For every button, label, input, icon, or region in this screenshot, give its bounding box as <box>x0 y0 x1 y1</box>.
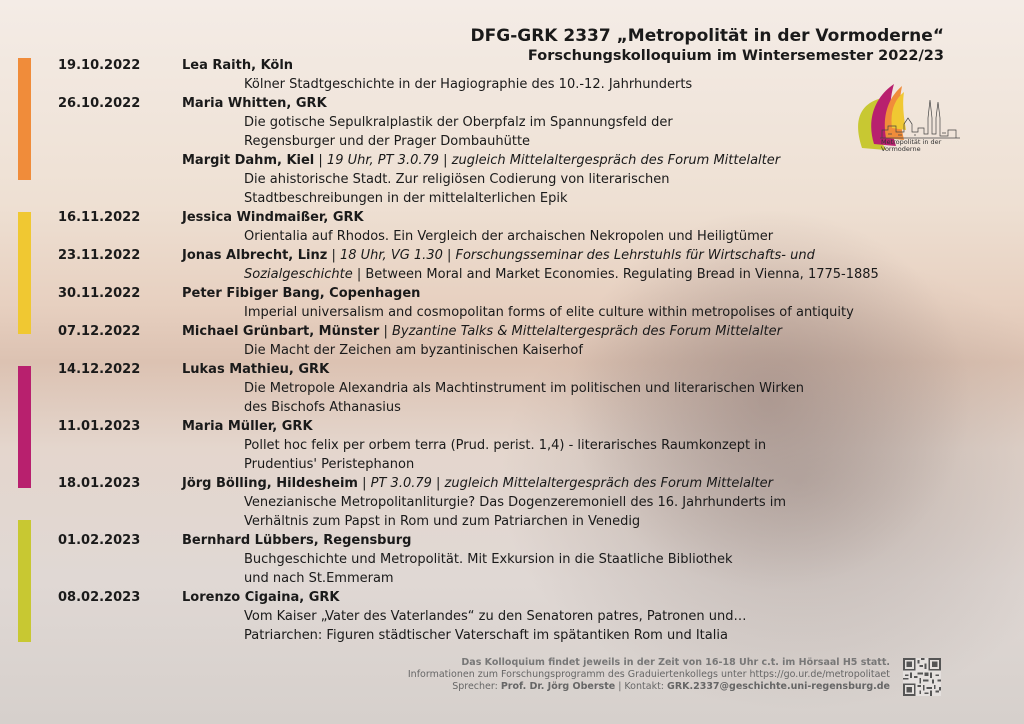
entry-talk: Between Moral and Market Economies. Regulating Bread in Vienna, 1775-1885 <box>365 267 879 282</box>
entry-talk: Vom Kaiser „Vater des Vaterlandes“ zu den Senatoren patres, Patronen und… <box>244 609 747 624</box>
schedule-entry: 07.12.2022 Michael Grünbart, Münster | Byzantine Talks & Mittelaltergespräch des Forum Mittelalter Die Macht der Zeichen am byzantinischen Kaiserhof <box>58 322 958 360</box>
entry-talk-continued: Stadtbeschreibungen in der mittelalterlichen Epik <box>244 191 568 206</box>
schedule-entry <box>58 588 958 645</box>
entry-talk: Die Macht der Zeichen am byzantinischen Kaiserhof <box>244 343 583 358</box>
footer <box>408 657 890 693</box>
entry-date: 08.02.2023 <box>58 590 141 605</box>
entry-speaker: Peter Fibiger Bang, Copenhagen <box>182 286 421 301</box>
entry-talk: Orientalia auf Rhodos. Ein Vergleich der archaischen Nekropolen und Heiligtümer <box>244 229 774 244</box>
color-bar-lime <box>18 520 31 642</box>
logo-caption: Metropolität in der Vormoderne <box>881 138 942 153</box>
footer-time-info: Das Kolloquium findet jeweils in der Zeit von 16-18 Uhr c.t. im Hörsaal H5 statt. <box>461 657 890 668</box>
schedule-entry <box>58 284 958 322</box>
footer-contact-email[interactable]: GRK.2337@geschichte.uni-regensburg.de <box>667 681 890 692</box>
page-subtitle: Forschungskolloquium im Wintersemester 2022/23 <box>527 48 944 64</box>
entry-date: 30.11.2022 <box>58 286 141 301</box>
entry-talk-continued: Regensburger und der Prager Dombauhütte <box>244 134 531 149</box>
entry-speaker: Margit Dahm, Kiel <box>182 153 315 168</box>
entry-speaker: Lea Raith, Köln <box>182 58 294 73</box>
entry-meta: Byzantine Talks & Mittelaltergespräch des Forum Mittelalter <box>391 324 782 339</box>
entry-speaker: Jörg Bölling, Hildesheim <box>182 476 358 491</box>
schedule-list <box>58 56 958 645</box>
schedule-entry: 23.11.2022 Jonas Albrecht, Linz | 18 Uhr, VG 1.30 | Forschungsseminar des Lehrstuhls für Wirtschafts- und Sozialgeschichte | Between Moral and Market Economies. Regulating Bread in Vienna, 1775-1885 <box>58 248 879 282</box>
entry-date: 14.12.2022 <box>58 362 141 377</box>
entry-speaker: Bernhard Lübbers, Regensburg <box>182 533 412 548</box>
color-bar-magenta <box>18 366 31 488</box>
entry-meta: PT 3.0.79 | zugleich Mittelaltergespräch des Forum Mittelalter <box>370 476 773 491</box>
entry-talk: Buchgeschichte und Metropolität. Mit Exkursion in die Staatliche Bibliothek <box>244 552 733 567</box>
entry-speaker: Jonas Albrecht, Linz <box>182 248 328 263</box>
entry-speaker: Michael Grünbart, Münster <box>182 324 380 339</box>
entry-meta: 19 Uhr, PT 3.0.79 | zugleich Mittelaltergespräch des Forum Mittelalter <box>326 153 781 168</box>
entry-talk: Kölner Stadtgeschichte in der Hagiographie des 10.-12. Jahrhunderts <box>244 77 693 92</box>
entry-talk-continued: des Bischofs Athanasius <box>244 400 401 415</box>
schedule-entry <box>58 360 958 417</box>
entry-date: 19.10.2022 <box>58 58 141 73</box>
entry-talk-continued: Verhältnis zum Papst in Rom und zum Patriarchen in Venedig <box>244 514 641 529</box>
schedule-entry <box>58 531 958 588</box>
entry-speaker: Jessica Windmaißer, GRK <box>182 210 364 225</box>
schedule-entry: Margit Dahm, Kiel | 19 Uhr, PT 3.0.79 | zugleich Mittelaltergespräch des Forum Mittelalter Die ahistorische Stadt. Zur religiösen Codierung von literarischen Stadtbeschreibungen in der mittelalterlichen Epik <box>58 151 958 208</box>
entry-speaker: Maria Müller, GRK <box>182 419 313 434</box>
entry-talk: Pollet hoc felix per orbem terra (Prud. perist. 1,4) - literarisches Raumkonzept in <box>244 438 767 453</box>
entry-talk: Imperial universalism and cosmopolitan forms of elite culture within metropolises of antiquity <box>244 305 854 320</box>
footer-contact: Sprecher: Prof. Dr. Jörg Oberste | Kontakt: GRK.2337@geschichte.uni-regensburg.de <box>452 681 890 692</box>
schedule-entry <box>58 208 958 246</box>
entry-date: 18.01.2023 <box>58 476 141 491</box>
entry-date: 26.10.2022 <box>58 96 141 111</box>
entry-talk: Die ahistorische Stadt. Zur religiösen Codierung von literarischen <box>244 172 670 187</box>
schedule-entry: 18.01.2023 Jörg Bölling, Hildesheim | PT 3.0.79 | zugleich Mittelaltergespräch des Forum Mittelalter Venezianische Metropolitanliturgie? Das Dogenzeremoniell des 16. Jahrhunderts im Verhältnis zum Papst in Rom und zum Patriarchen in Venedig <box>58 474 958 531</box>
entry-date: 11.01.2023 <box>58 419 141 434</box>
entry-meta: 18 Uhr, VG 1.30 | Forschungsseminar des Lehrstuhls für Wirtschafts- und <box>339 248 815 263</box>
color-bar-orange <box>18 58 31 180</box>
entry-speaker: Lukas Mathieu, GRK <box>182 362 330 377</box>
entry-talk: Venezianische Metropolitanliturgie? Das Dogenzeremoniell des 16. Jahrhunderts im <box>244 495 787 510</box>
entry-speaker: Lorenzo Cigaina, GRK <box>182 590 340 605</box>
schedule-entry <box>58 56 958 94</box>
page-title: DFG-GRK 2337 „Metropolität in der Vormoderne“ <box>470 26 944 46</box>
entry-talk: Die Metropole Alexandria als Machtinstrument im politischen und literarischen Wirken <box>244 381 804 396</box>
entry-date: 23.11.2022 <box>58 248 141 263</box>
color-bar-yellow <box>18 212 31 334</box>
footer-speaker-name: Prof. Dr. Jörg Oberste <box>500 681 616 692</box>
entry-date <box>58 151 182 208</box>
entry-speaker: Maria Whitten, GRK <box>182 96 327 111</box>
qr-code-icon <box>903 658 941 696</box>
schedule-entry <box>58 94 958 151</box>
entry-date: 07.12.2022 <box>58 324 141 339</box>
entry-talk-continued: Prudentius' Peristephanon <box>244 457 415 472</box>
entry-date: 01.02.2023 <box>58 533 141 548</box>
entry-talk: Die gotische Sepulkralplastik der Oberpfalz im Spannungsfeld der <box>244 115 673 130</box>
entry-meta-continued: Sozialgeschichte <box>244 267 353 282</box>
schedule-entry <box>58 417 958 474</box>
footer-info-link: Informationen zum Forschungsprogramm des Graduiertenkollegs unter https://go.ur.de/metropolitaet <box>407 669 890 680</box>
entry-talk-continued: Patriarchen: Figuren städtischer Vaterschaft im spätantiken Rom und Italia <box>244 628 728 643</box>
entry-date: 16.11.2022 <box>58 210 141 225</box>
entry-talk-continued: und nach St.Emmeram <box>244 571 394 586</box>
